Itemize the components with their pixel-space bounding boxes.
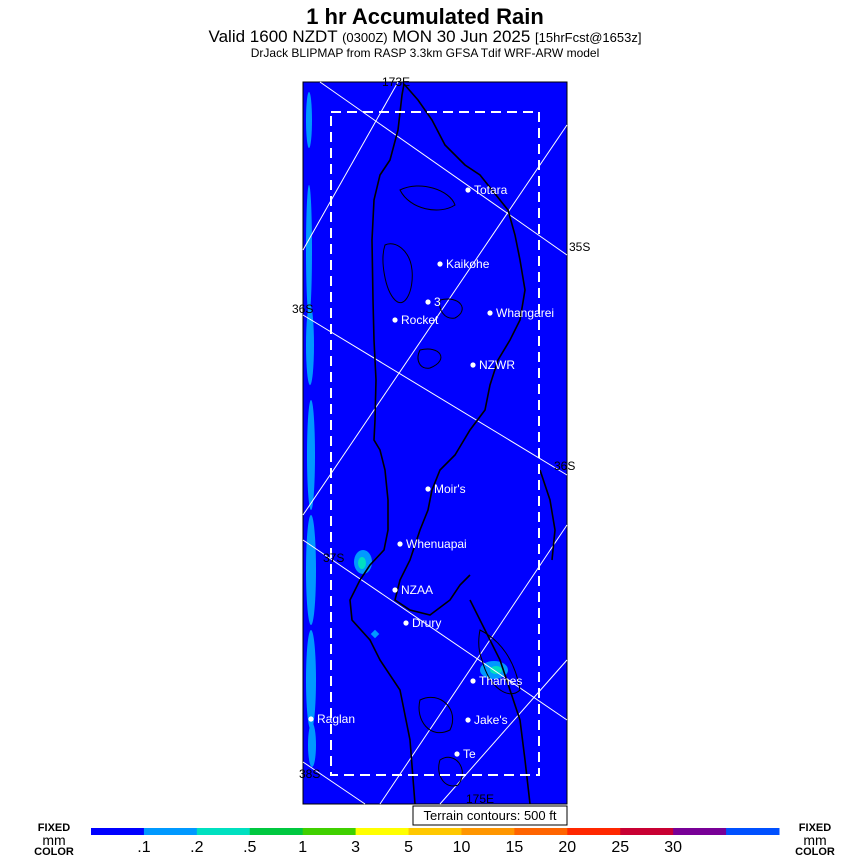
- rain-streak: [306, 515, 316, 625]
- place-marker: [425, 486, 430, 491]
- terrain-note: Terrain contours: 500 ft: [423, 808, 557, 823]
- rain-streak: [306, 185, 312, 315]
- unit-bottom: COLOR: [34, 846, 74, 858]
- grid-label: 36S: [292, 302, 314, 316]
- colorbar-swatch: [461, 828, 514, 835]
- unit: mm: [803, 832, 827, 848]
- colorbar-label: 30: [664, 839, 683, 856]
- place-marker: [437, 261, 442, 266]
- grid-label: 173E: [382, 75, 411, 89]
- model-description: DrJack BLIPMAP from RASP 3.3km GFSA Tdif WRF-ARW model: [250, 46, 600, 60]
- valid-prefix: Valid 1600 NZDT: [208, 27, 338, 46]
- grid-label: 38S: [299, 767, 321, 781]
- place-marker: [308, 716, 313, 721]
- place-label: NZAA: [401, 583, 434, 597]
- colorbar-swatch: [91, 828, 144, 835]
- place-label: Jake's: [474, 713, 508, 727]
- place-label: Raglan: [317, 712, 356, 726]
- place-marker: [397, 541, 402, 546]
- place-label: Whenuapai: [406, 537, 467, 551]
- place-label: Kaikohe: [446, 257, 490, 271]
- unit: mm: [42, 832, 66, 848]
- colorbar-label: 15: [505, 839, 524, 856]
- grid-label: 37S: [323, 551, 345, 565]
- rain-streak: [306, 630, 316, 730]
- map-field: [303, 82, 567, 804]
- colorbar-label: .2: [190, 839, 204, 856]
- place-marker: [403, 620, 408, 625]
- utc-time: (0300Z): [342, 30, 388, 45]
- unit-top: FIXED: [37, 822, 71, 834]
- colorbar-label: 25: [611, 839, 630, 856]
- place-label: 3: [434, 295, 441, 309]
- colorbar-label: 5: [404, 839, 413, 856]
- colorbar-swatch: [620, 828, 673, 835]
- rain-streak: [308, 723, 316, 767]
- grid-label: 35S: [569, 240, 591, 254]
- place-marker: [392, 587, 397, 592]
- colorbar-swatch: [356, 828, 409, 835]
- unit-bottom: COLOR: [795, 846, 835, 858]
- map-title: 1 hr Accumulated Rain: [306, 4, 544, 29]
- colorbar-swatch: [303, 828, 356, 835]
- place-label: Whangarei: [496, 306, 555, 320]
- place-whenuapai: [397, 537, 466, 551]
- colorbar-label: 1: [298, 839, 308, 856]
- unit-label-left: [24, 823, 84, 857]
- colorbar-label: 3: [351, 839, 361, 856]
- place-marker: [425, 299, 430, 304]
- colorbar-swatch: [673, 828, 726, 835]
- colorbar-swatch: [197, 828, 250, 835]
- colorbar-swatch: [144, 828, 197, 835]
- place-label: NZWR: [479, 358, 515, 372]
- place-marker: [470, 678, 475, 683]
- place-whangarei: [487, 306, 554, 320]
- colorbar-swatch: [567, 828, 620, 835]
- grid-label: 36S: [554, 459, 576, 473]
- place-thames: [470, 674, 522, 688]
- grid-label: 175E: [466, 792, 495, 806]
- colorbar-swatch: [726, 828, 779, 835]
- place-label: Moir's: [434, 482, 466, 496]
- place-label: Totara: [474, 183, 508, 197]
- place-marker: [465, 717, 470, 722]
- forecast-date: MON 30 Jun 2025: [392, 27, 531, 46]
- place-marker: [487, 310, 492, 315]
- forecast-info: [15hrFcst@1653z]: [535, 30, 642, 45]
- place-marker: [465, 187, 470, 192]
- unit-label-right: [785, 823, 845, 857]
- rain-cell: [358, 557, 366, 569]
- colorbar-label: 20: [558, 839, 577, 856]
- place-label: Rocket: [401, 313, 439, 327]
- place-kaikohe: [437, 257, 489, 271]
- colorbar-swatch: [250, 828, 303, 835]
- colorbar-swatch: [409, 828, 462, 835]
- place-marker: [392, 317, 397, 322]
- colorbar-swatch: [514, 828, 567, 835]
- place-label: Drury: [412, 616, 442, 630]
- place-label: Thames: [479, 674, 523, 688]
- rain-cell: [490, 666, 502, 674]
- place-marker: [454, 751, 459, 756]
- rain-streak: [307, 400, 315, 510]
- rain-streak: [306, 92, 312, 148]
- unit-top: FIXED: [798, 822, 832, 834]
- colorbar-label: 10: [452, 839, 471, 856]
- colorbar-label: .1: [137, 839, 151, 856]
- place-label: Te: [463, 747, 476, 761]
- colorbar-label: .5: [243, 839, 257, 856]
- colorbar: [91, 828, 780, 856]
- place-marker: [470, 362, 475, 367]
